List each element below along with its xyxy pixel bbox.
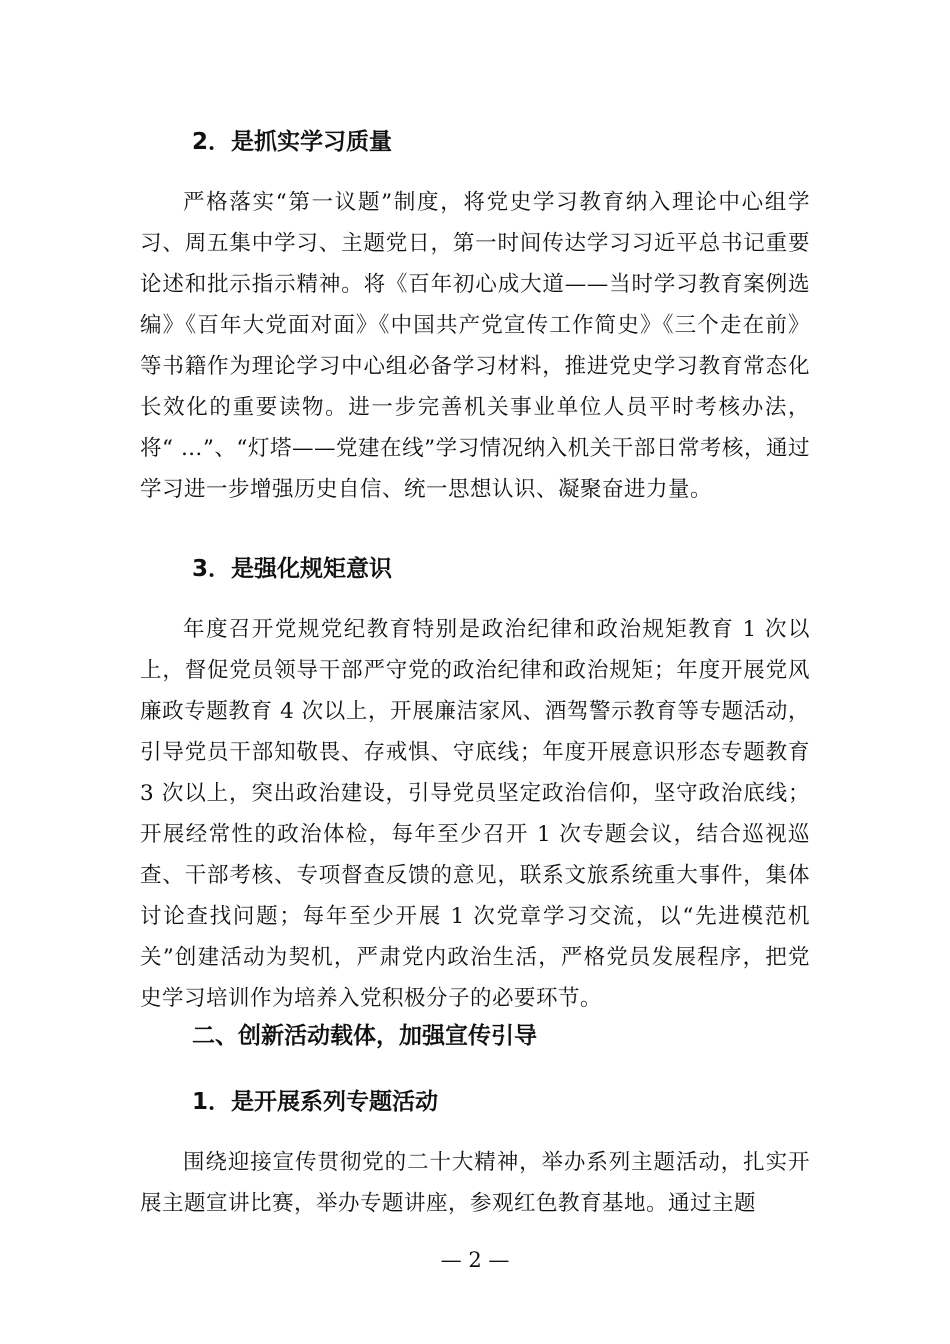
part-heading-2: 二、创新活动载体，加强宣传引导: [192, 1023, 537, 1049]
section-3-paragraph: 年度召开党规党纪教育特别是政治纪律和政治规矩教育 1 次以上，督促党员领导干部严守党的政治纪律和政治规矩；年度开展党风廉政专题教育 4 次以上，开展廉洁家风、酒驾警示教育等专题活动，引导党员干部知敬畏、存戒惧、守底线；年度开展意识形态专题教育 3 次以上，突出政治建设，引导党员坚定政治信仰，坚守政治底线；开展经常性的政治体检，每年至少召开 1 次专题会议，结合巡视巡查、干部考核、专项督查反馈的意见，联系文旅系统重大事件，集体讨论查找问题；每年至少开展 1 次党章学习交流，以“先进模范机关”创建活动为契机，严肃党内政治生活，严格党员发展程序，把党史学习培训作为培养入党积极分子的必要环节。: [140, 617, 810, 1011]
page-number: — 2 —: [440, 1248, 510, 1272]
subsection-1-paragraph: 围绕迎接宣传贯彻党的二十大精神，举办系列主题活动，扎实开展主题宣讲比赛，举办专题讲座，参观红色教育基地。通过主题: [140, 1150, 810, 1216]
subsection-heading-1: 1．是开展系列专题活动: [192, 1089, 439, 1115]
section-2-paragraph: 严格落实“第一议题”制度，将党史学习教育纳入理论中心组学习、周五集中学习、主题党日，第一时间传达学习习近平总书记重要论述和批示指示精神。将《百年初心成大道——当时学习教育案例选编》《百年大党面对面》《中国共产党宣传工作简史》《三个走在前》等书籍作为理论学习中心组必备学习材料，推进党史学习教育常态化长效化的重要读物。进一步完善机关事业单位人员平时考核办法，将“ …”、“灯塔——党建在线”学习情况纳入机关干部日常考核，通过学习进一步增强历史自信、统一思想认识、凝聚奋进力量。: [140, 190, 810, 502]
section-heading-3: 3．是强化规矩意识: [192, 556, 393, 582]
section-heading-2: 2．是抓实学习质量: [192, 129, 393, 155]
